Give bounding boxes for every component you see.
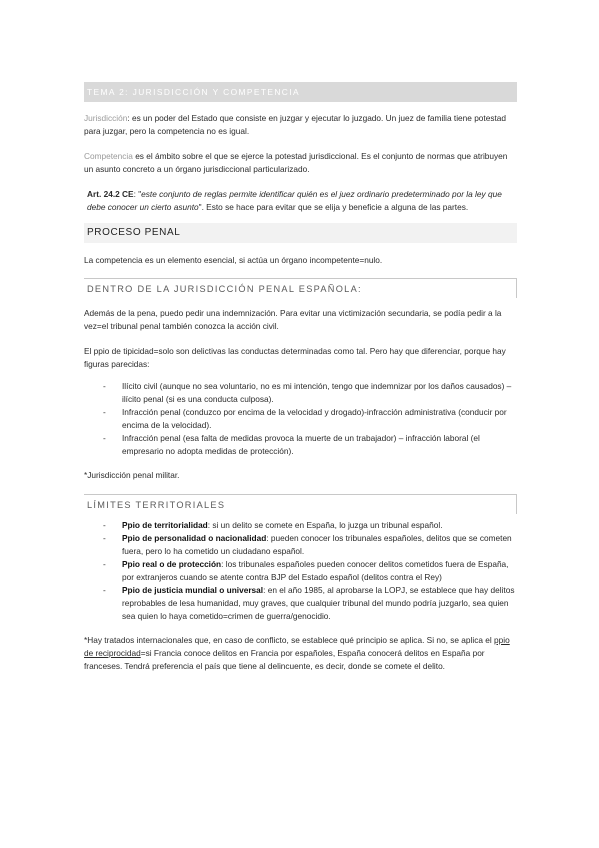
principle-term: Ppio de personalidad o nacionalidad	[122, 533, 267, 543]
list-dash: -	[103, 533, 106, 543]
tratados-note-end: =si Francia conoce delitos en Francia por españoles, España conocerá delitos en España por franceses. Tendrá preferencia el país que tiene al delincuente, es decir, donde se comete el delito.	[84, 648, 485, 671]
list-item	[84, 584, 517, 623]
figuras-list	[84, 380, 517, 458]
list-item	[84, 532, 517, 558]
article-colon: : "	[133, 189, 142, 199]
principios-list	[84, 519, 517, 623]
section-heading-limites-territoriales: LÍMITES TERRITORIALES	[84, 494, 517, 514]
reciprocidad-term: ppio de reciprocidad	[84, 635, 510, 658]
list-dash: -	[103, 520, 106, 530]
list-item	[84, 380, 517, 406]
list-item	[84, 558, 517, 584]
tipicidad-paragraph: El ppio de tipicidad=solo son delictivas las conductas determinadas como tal. Pero hay que diferenciar, porque hay figuras parecidas:	[84, 346, 506, 369]
list-dash: -	[103, 433, 106, 443]
article-reference: Art. 24.2 CE	[87, 189, 134, 199]
document-content	[84, 82, 517, 673]
section-heading-jurisdiccion-penal: DENTRO DE LA JURISDICCIÓN PENAL ESPAÑOLA:	[84, 278, 517, 298]
competencia-definition: es el ámbito sobre el que se ejerce la potestad jurisdiccional. Es el conjunto de normas que atribuyen un asunto concreto a un órgano jurisdiccional particularizado.	[84, 151, 508, 174]
principle-term: Ppio real o de protección	[122, 559, 222, 569]
list-dash: -	[103, 559, 106, 569]
principle-text: : si un delito se comete en España, lo juzga un tribunal español.	[207, 520, 443, 530]
list-item	[84, 406, 517, 432]
principle-term: Ppio de justicia mundial o universal	[122, 585, 264, 595]
article-paragraph	[84, 188, 517, 214]
article-quote: este conjunto de reglas permite identificar quién es el juez ordinario predeterminado por la ley que debe conocer un cierto asunto	[87, 189, 502, 212]
list-item-text: Infracción penal (conduzco por encima de la velocidad y drogado)-infracción administrativa (conducir por encima de la velocidad).	[122, 407, 507, 430]
proceso-penal-text: La competencia es un elemento esencial, si actúa un órgano incompetente=nulo.	[84, 255, 383, 265]
article-explanation: ". Esto se hace para evitar que se elija y beneficie a alguna de las partes.	[198, 202, 469, 212]
page-title: TEMA 2: JURISDICCIÓN Y COMPETENCIA	[84, 82, 517, 102]
list-item-text: Infracción penal (esa falta de medidas provoca la muerte de un trabajador) – infracción laboral (el empresario no adopta medidas de protección).	[122, 433, 480, 456]
tratados-note	[84, 634, 517, 673]
principle-text: : pueden conocer los tribunales españoles, delitos que se cometen fuera, pero lo ha cometido un ciudadano español.	[122, 533, 512, 556]
penal-militar-note: *Jurisdicción penal militar.	[84, 470, 180, 480]
list-dash: -	[103, 381, 106, 391]
principle-term: Ppio de territorialidad	[122, 520, 208, 530]
jurisdiccion-term: Jurisdicción	[84, 113, 128, 123]
competencia-term: Competencia	[84, 151, 133, 161]
competencia-paragraph	[84, 150, 517, 176]
list-item	[84, 519, 517, 532]
list-dash: -	[103, 585, 106, 595]
list-dash: -	[103, 407, 106, 417]
principle-text: : en el año 1985, al aprobarse la LOPJ, se establece que hay delitos reprobables de lesa humanidad, muy graves, que cualquier tribunal del mundo podría juzgarlo, sea quien sea quien lo haya cometido=crimen de guerra/genocidio.	[122, 585, 515, 621]
tratados-note-start: *Hay tratados internacionales que, en caso de conflicto, se establece qué principio se aplica. Si no, se aplica el	[84, 635, 495, 645]
principle-text: : los tribunales españoles pueden conocer delitos cometidos fuera de España, por extranjeros cuando se atente contra BJP del Estado español (delitos contra el Rey)	[122, 559, 509, 582]
jurisdiccion-paragraph	[84, 112, 517, 138]
list-item-text: Ilícito civil (aunque no sea voluntario, no es mi intención, tengo que indemnizar por los daños causados) – ilícito penal (si es una conducta culposa).	[122, 381, 512, 404]
jurisdiccion-definition: : es un poder del Estado que consiste en juzgar y ejecutar lo juzgado. Un juez de familia tiene potestad para juzgar, pero la competencia no es igual.	[84, 113, 507, 136]
indemnizacion-paragraph: Además de la pena, puedo pedir una indemnización. Para evitar una victimización secundaria, se podía pedir a la vez=el tribunal penal también conozca la acción civil.	[84, 308, 502, 331]
list-item	[84, 432, 517, 458]
section-heading-proceso-penal: PROCESO PENAL	[84, 223, 517, 243]
